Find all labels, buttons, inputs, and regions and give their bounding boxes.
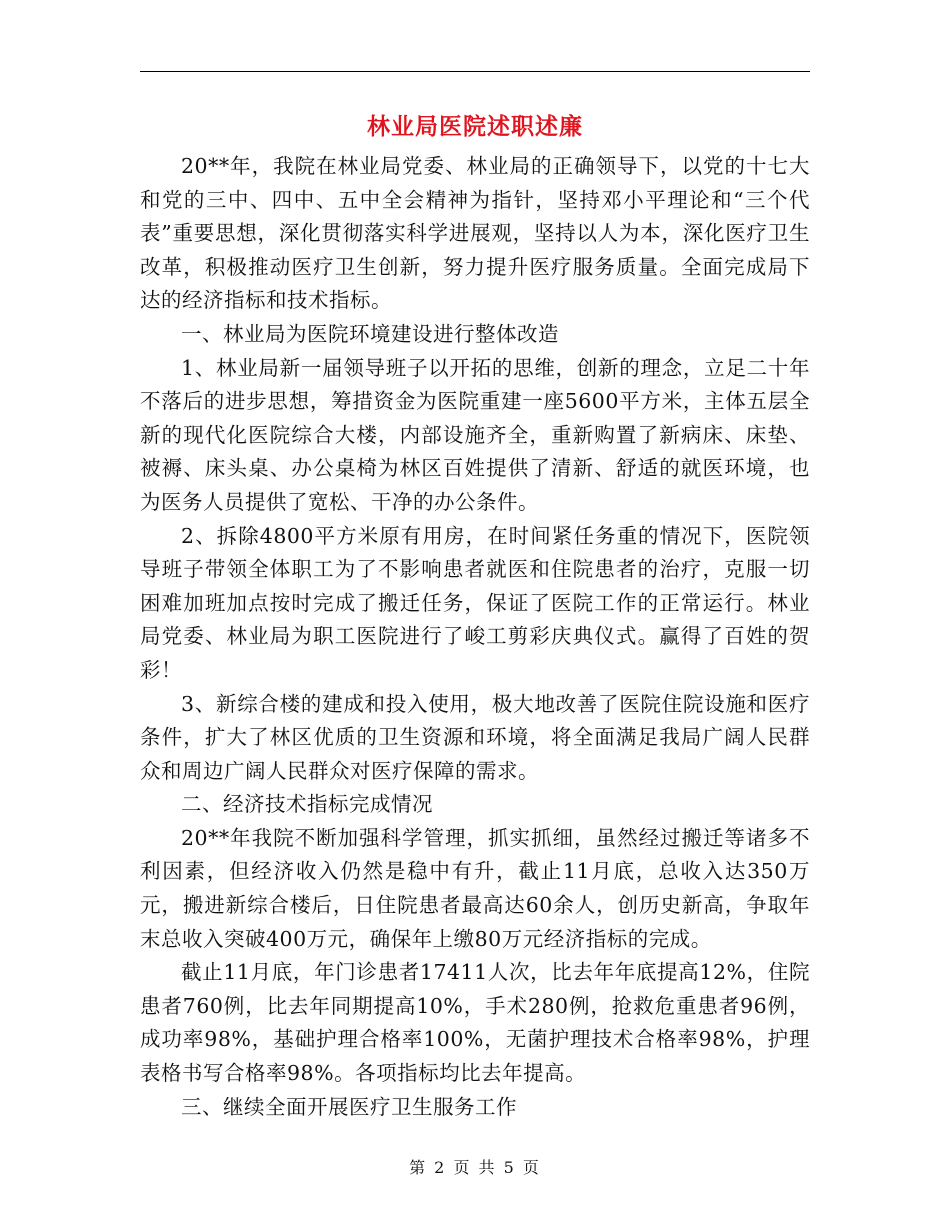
page-number-footer: 第 2 页 共 5 页: [409, 1158, 541, 1177]
header-rule: [140, 71, 810, 72]
section-heading-1: 一、林业局为医院环境建设进行整体改造: [181, 321, 559, 346]
paragraph-item-1: 1、林业局新一届领导班子以开拓的思维，创新的理念，立足二十年不落后的进步思想，筹措资金为医院重建一座5600平方米，主体五层全新的现代化医院综合大楼，内部设施齐全，重新购置了新病床、床垫、被褥、床头桌、办公桌椅为林区百姓提供了清新、舒适的就医环境，也为医务人员提供了宽松、干净的办公条件。: [140, 355, 810, 514]
section-heading-2: 二、经济技术指标完成情况: [181, 792, 433, 817]
paragraph-item-3: 3、新综合楼的建成和投入使用，极大地改善了医院住院设施和医疗条件，扩大了林区优质的卫生资源和环境，将全面满足我局广阔人民群众和周边广阔人民群众对医疗保障的需求。: [140, 691, 810, 783]
document-body: [140, 150, 810, 1124]
paragraph-statistics: 截止11月底，年门诊患者17411人次，比去年年底提高12%，住院患者760例，比去年同期提高10%，手术280例，抢救危重患者96例，成功率98%，基础护理合格率100%，无菌护理技术合格率98%，护理表格书写合格率98%。各项指标均比去年提高。: [140, 960, 810, 1086]
document-title: 林业局医院述职述廉: [367, 113, 583, 140]
section-heading-3: 三、继续全面开展医疗卫生服务工作: [181, 1094, 517, 1119]
paragraph-intro: 20**年，我院在林业局党委、林业局的正确领导下，以党的十七大和党的三中、四中、五中全会精神为指针，坚持邓小平理论和“三个代表”重要思想，深化贯彻落实科学进展观，坚持以人为本，深化医疗卫生改革，积极推动医疗卫生创新，努力提升医疗服务质量。全面完成局下达的经济指标和技术指标。: [140, 154, 810, 313]
paragraph-economics: 20**年我院不断加强科学管理，抓实抓细，虽然经过搬迁等诸多不利因素，但经济收入仍然是稳中有升，截止11月底，总收入达350万元，搬进新综合楼后，日住院患者最高达60余人，创历史新高，争取年末总收入突破400万元，确保年上缴80万元经济指标的完成。: [140, 825, 810, 951]
paragraph-item-2: 2、拆除4800平方米原有用房，在时间紧任务重的情况下，医院领导班子带领全体职工为了不影响患者就医和住院患者的治疗，克服一切困难加班加点按时完成了搬迁任务，保证了医院工作的正常运行。林业局党委、林业局为职工医院进行了峻工剪彩庆典仪式。赢得了百姓的贺彩！: [140, 523, 810, 682]
